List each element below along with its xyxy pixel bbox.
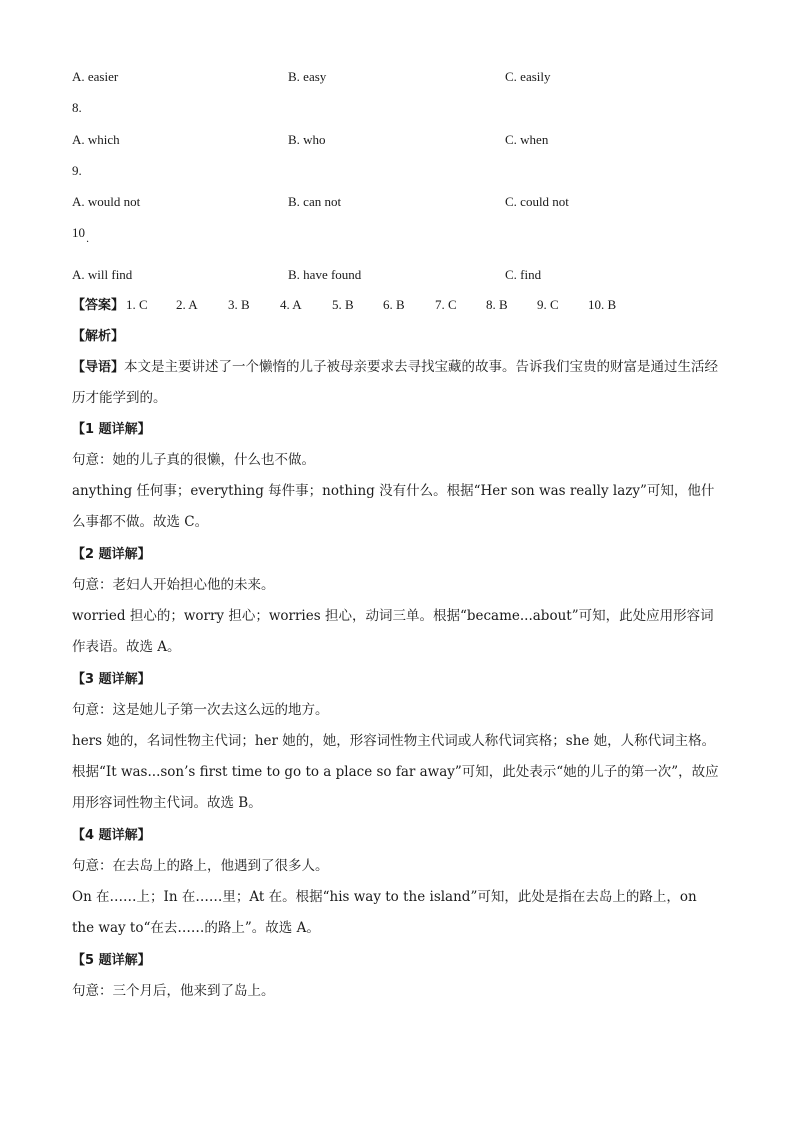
q9-option-a: A. would not: [72, 194, 141, 209]
answer-item: 1. C: [126, 297, 148, 312]
answer-item: 6. B: [383, 297, 405, 312]
q9-option-b: B. can not: [288, 194, 342, 209]
answer-item: 3. B: [228, 297, 250, 312]
q10-option-b: B. have found: [288, 267, 362, 282]
detail-5-label: 【5 题详解】: [72, 953, 151, 968]
guide-text: 本文是主要讲述了一个懒惰的儿子被母亲要求去寻找宝藏的故事。告诉我们宝贵的财富是通过生活经历才能学到的。: [72, 359, 719, 406]
answer-item: 9. C: [537, 297, 559, 312]
detail-3-explain: hers 她的，名词性物主代词；her 她的，她，形容词性物主代词或人称代词宾格；she 她，人称代词主格。根据“It was...son’s first time to go to a place so far away”可知，此处表示“她的儿子的第一次”，故应用形容词性物主代词。故选 B。: [72, 733, 719, 811]
answer-item: 7. C: [435, 297, 457, 312]
q9-option-c: C. could not: [505, 194, 569, 209]
question-number-dot: ·: [86, 237, 90, 248]
answer-item: 8. B: [486, 297, 508, 312]
q8-option-b: B. who: [288, 132, 326, 147]
answer-label: 【答案】: [72, 298, 125, 313]
detail-1-label: 【1 题详解】: [72, 422, 151, 437]
detail-1-meaning: 句意：她的儿子真的很懒，什么也不做。: [72, 452, 315, 468]
detail-2-label: 【2 题详解】: [72, 547, 151, 562]
answer-item: 5. B: [332, 297, 354, 312]
detail-5-meaning: 句意：三个月后，他来到了岛上。: [72, 983, 275, 999]
detail-3-meaning: 句意：这是她儿子第一次去这么远的地方。: [72, 702, 329, 718]
answer-item: 4. A: [280, 297, 302, 312]
detail-2-meaning: 句意：老妇人开始担心他的未来。: [72, 577, 275, 593]
q7-option-b: B. easy: [288, 69, 327, 84]
detail-4-label: 【4 题详解】: [72, 828, 151, 843]
analysis-label: 【解析】: [72, 329, 125, 344]
guide-paragraph: [72, 352, 722, 414]
question-number-8: 8.: [72, 100, 82, 115]
q7-option-a: A. easier: [72, 69, 119, 84]
question-number-9: 9.: [72, 163, 82, 178]
q8-option-c: C. when: [505, 132, 549, 147]
detail-1-explain: anything 任何事；everything 每件事；nothing 没有什么。根据“Her son was really lazy”可知，他什么事都不做。故选 C。: [72, 483, 715, 530]
answer-item: 10. B: [588, 297, 617, 312]
question-number-10: 10: [72, 225, 85, 240]
q10-option-a: A. will find: [72, 267, 133, 282]
detail-4-explain: On 在……上；In 在……里；At 在。根据“his way to the island”可知，此处是指在去岛上的路上，on the way to“在去……的路上”。故选 A。: [72, 889, 697, 936]
guide-label: 【导语】: [72, 360, 125, 375]
detail-2-explain: worried 担心的；worry 担心；worries 担心，动词三单。根据“became...about”可知，此处应用形容词作表语。故选 A。: [72, 608, 714, 655]
q7-option-c: C. easily: [505, 69, 551, 84]
answer-key: [72, 297, 616, 314]
answer-item: 2. A: [176, 297, 198, 312]
q8-option-a: A. which: [72, 132, 120, 147]
q10-option-c: C. find: [505, 267, 542, 282]
detail-3-label: 【3 题详解】: [72, 672, 151, 687]
detail-4-meaning: 句意：在去岛上的路上，他遇到了很多人。: [72, 858, 329, 874]
